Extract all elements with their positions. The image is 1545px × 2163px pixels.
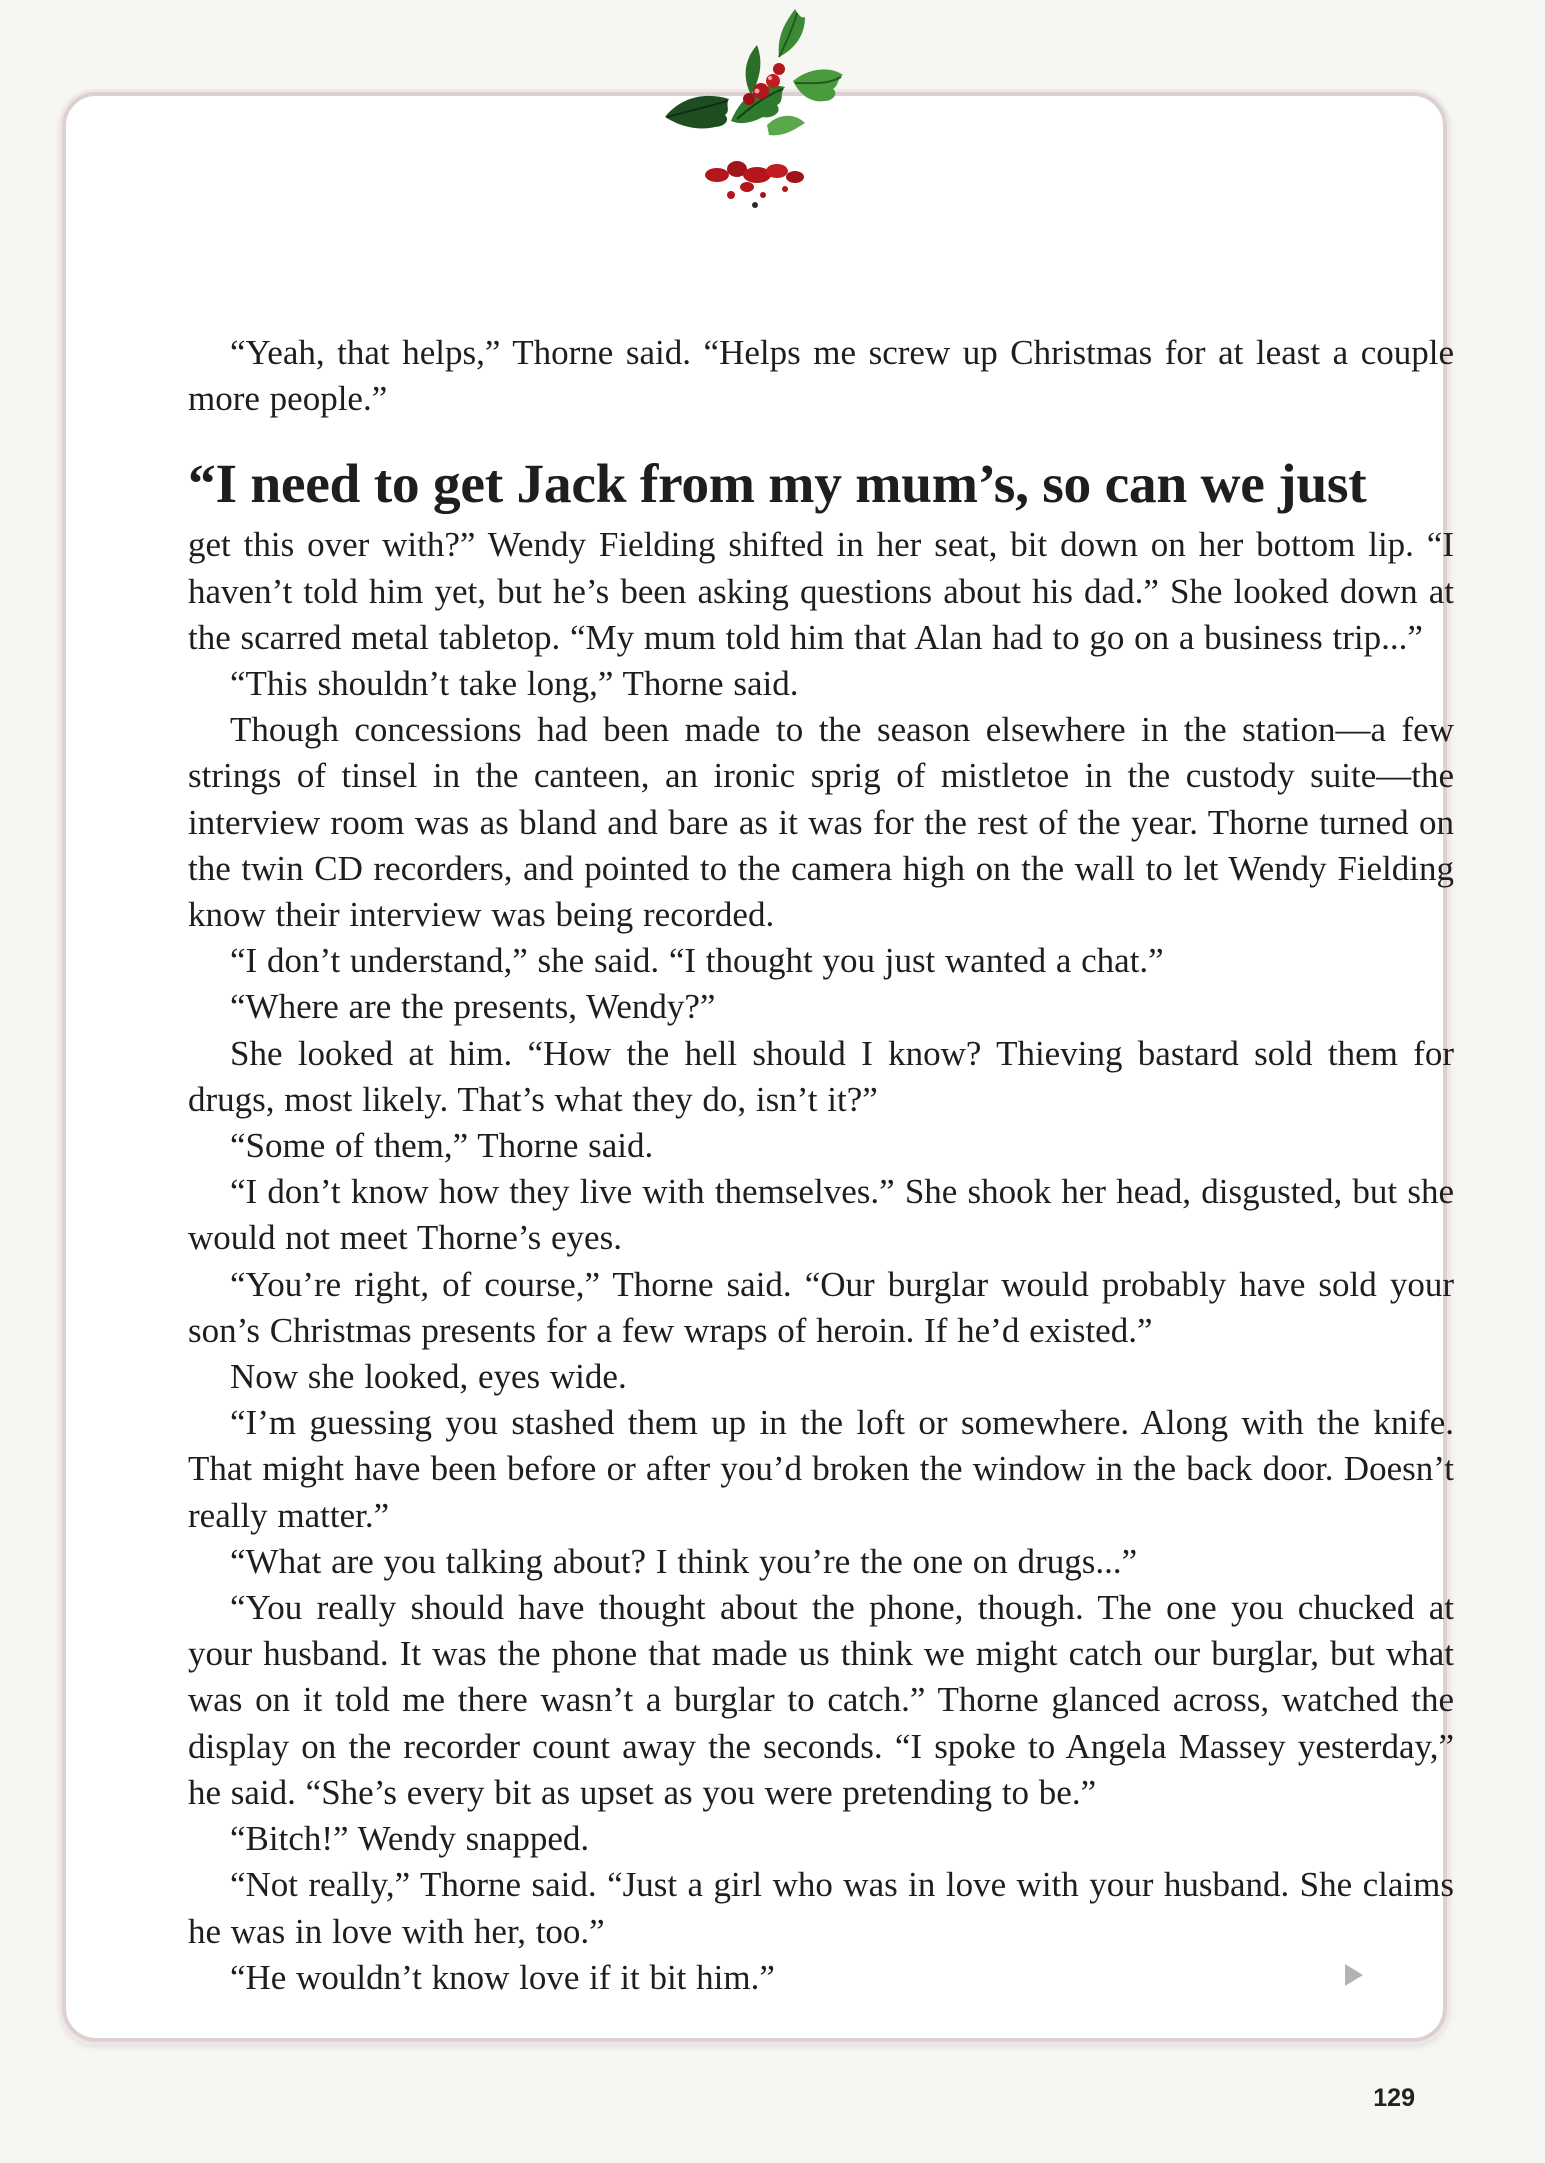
paragraph: Though concessions had been made to the season elsewhere in the station—a few strings of tinsel in the canteen, an ironic sprig of mistletoe in the custody suite—the interview room was as bland and bare as it was for the rest of the year. Thorne turned on the twin CD recorders, and pointed to the camera high on the wall to let Wendy Fielding know their interview was being recorded. <box>188 710 1454 935</box>
lead-line: “I need to get Jack from my mum’s, so can we just <box>188 454 1367 516</box>
opening-paragraph: “Yeah, that helps,” Thorne said. “Helps me screw up Christmas for at least a couple more people.” <box>188 333 1454 419</box>
story-panel <box>62 92 1454 2042</box>
paragraph: “What are you talking about? I think you’re the one on drugs...” <box>230 1541 1138 1581</box>
paragraph: “This shouldn’t take long,” Thorne said. <box>230 664 799 704</box>
paragraph: “Bitch!” Wendy snapped. <box>230 1819 590 1859</box>
paragraph: Now she looked, eyes wide. <box>230 1357 627 1397</box>
paragraph: “Some of them,” Thorne said. <box>230 1126 654 1166</box>
paragraph: “I don’t understand,” she said. “I thought you just wanted a chat.” <box>230 941 1164 981</box>
holly-sprig-icon <box>645 5 855 215</box>
paragraph: “He wouldn’t know love if it bit him.” <box>230 1957 775 1997</box>
lead-continuation: get this over with?” Wendy Fielding shifted in her seat, bit down on her bottom lip. “I haven’t told him yet, but he’s been asking questions about his dad.” She looked down at the scarred metal tabletop. “My mum told him that Alan had to go on a business trip...” <box>188 525 1454 657</box>
paragraph: “Not really,” Thorne said. “Just a girl who was in love with your husband. She claims he was in love with her, too.” <box>188 1865 1454 1951</box>
page-number: 129 <box>1373 2084 1415 2112</box>
paragraph: “I’m guessing you stashed them up in the loft or somewhere. Along with the knife. That might have been before or after you’d broken the window in the back door. Doesn’t really matter.” <box>188 1403 1454 1535</box>
story-text <box>188 330 1454 2001</box>
paragraph: “You’re right, of course,” Thorne said. “Our burglar would probably have sold your son’s Christmas presents for a few wraps of heroin. If he’d existed.” <box>188 1264 1454 1350</box>
paragraph: She looked at him. “How the hell should I know? Thieving bastard sold them for drugs, most likely. That’s what they do, isn’t it?” <box>188 1033 1454 1119</box>
paragraph: “You really should have thought about the phone, though. The one you chucked at your husband. It was the phone that made us think we might catch our burglar, but what was on it told me there wasn’t a burglar to catch.” Thorne glanced across, watched the display on the recorder count away the seconds. “I spoke to Angela Massey yesterday,” he said. “She’s every bit as upset as you were pretending to be.” <box>188 1588 1454 1812</box>
continue-arrow-icon <box>1345 1964 1363 1986</box>
paragraph: “Where are the presents, Wendy?” <box>230 987 716 1027</box>
paragraph: “I don’t know how they live with themselves.” She shook her head, disgusted, but she would not meet Thorne’s eyes. <box>188 1172 1454 1258</box>
